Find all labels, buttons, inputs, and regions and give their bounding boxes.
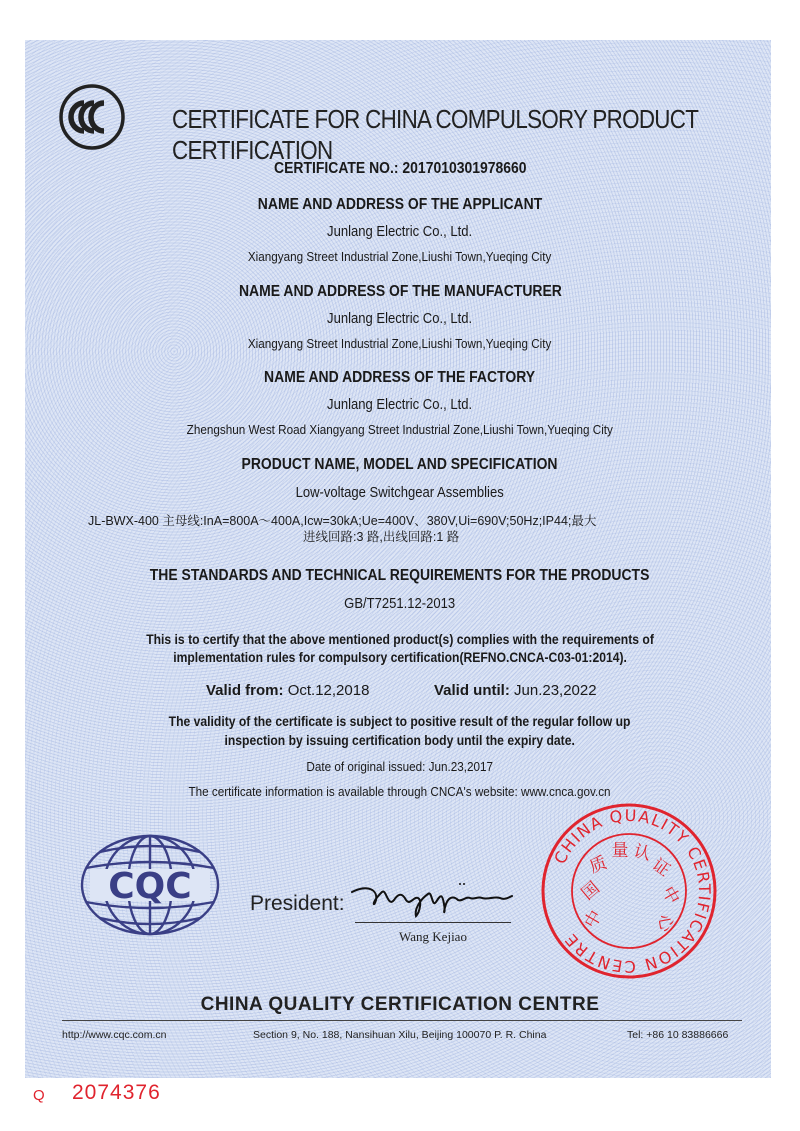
factory-address: Zhengshun West Road Xiangyang Street Industrial Zone,Liushi Town,Yueqing City bbox=[186, 422, 614, 437]
product-heading: PRODUCT NAME, MODEL AND SPECIFICATION bbox=[242, 456, 558, 473]
footer-website[interactable]: http://www.cqc.com.cn bbox=[62, 1029, 167, 1041]
seal-inner-text: 中国质量认证中心 bbox=[538, 800, 546, 801]
footer-tel: Tel: +86 10 83886666 bbox=[627, 1029, 729, 1041]
standards-heading: THE STANDARDS AND TECHNICAL REQUIREMENTS FOR THE PRODUCTS bbox=[150, 567, 650, 584]
svg-text:质: 质 bbox=[586, 852, 610, 878]
svg-text:CHINA QUALITY CERTIFICATION CE bbox=[550, 806, 714, 976]
product-name: Low-voltage Switchgear Assemblies bbox=[295, 485, 505, 501]
applicant-heading: NAME AND ADDRESS OF THE APPLICANT bbox=[257, 196, 543, 213]
validity-statement-line1: The validity of the certificate is subject to positive result of the regular follow up bbox=[169, 714, 631, 729]
website-note: The certificate information is available through CNCA's website: www.cnca.gov.cn bbox=[188, 784, 612, 799]
product-spec-line2: 进线回路:3 路,出线回路:1 路 bbox=[303, 530, 460, 544]
applicant-address: Xiangyang Street Industrial Zone,Liushi Town,Yueqing City bbox=[248, 249, 552, 264]
serial-number: 2074376 bbox=[72, 1081, 161, 1104]
cqc-seal-stamp bbox=[538, 800, 720, 982]
svg-text:中: 中 bbox=[580, 907, 607, 932]
footer-address: Section 9, No. 188, Nansihuan Xilu, Beijing 100070 P. R. China bbox=[253, 1029, 547, 1041]
seal-outer-text: CHINA QUALITY CERTIFICATION CENTRE bbox=[550, 805, 715, 977]
serial-prefix: Q bbox=[33, 1087, 45, 1104]
svg-text:认: 认 bbox=[631, 841, 654, 866]
president-name: Wang Kejiao bbox=[399, 929, 467, 944]
valid-from-label: Valid from: bbox=[206, 682, 284, 699]
manufacturer-heading: NAME AND ADDRESS OF THE MANUFACTURER bbox=[238, 283, 562, 300]
certificate-number bbox=[0, 160, 800, 178]
footer-organization: CHINA QUALITY CERTIFICATION CENTRE bbox=[200, 994, 600, 1015]
certificate-no-value: 2017010301978660 bbox=[402, 160, 527, 177]
valid-from bbox=[206, 682, 369, 699]
svg-text:证: 证 bbox=[648, 854, 674, 881]
valid-until-label: Valid until: bbox=[434, 682, 510, 699]
factory-heading: NAME AND ADDRESS OF THE FACTORY bbox=[264, 369, 536, 386]
cqc-logo-text: CQC bbox=[108, 866, 192, 907]
signature-text: Wangkejiao bbox=[348, 878, 354, 879]
president-label: President: bbox=[250, 892, 345, 915]
ccc-logo-icon bbox=[58, 83, 126, 151]
validity-statement-line2: inspection by issuing certification body until the expiry date. bbox=[224, 733, 576, 748]
footer-divider bbox=[62, 1020, 742, 1021]
president-signature bbox=[348, 878, 518, 918]
manufacturer-address: Xiangyang Street Industrial Zone,Liushi Town,Yueqing City bbox=[248, 336, 552, 351]
svg-text:国: 国 bbox=[577, 878, 604, 905]
manufacturer-name: Junlang Electric Co., Ltd. bbox=[327, 311, 473, 327]
certificate-no-label: CERTIFICATE NO.: bbox=[273, 160, 399, 177]
certify-statement-line1: This is to certify that the above mentioned product(s) complies with the requirements of bbox=[146, 632, 654, 647]
original-issue-date: Date of original issued: Jun.23,2017 bbox=[306, 759, 494, 774]
svg-text:中: 中 bbox=[657, 883, 684, 908]
valid-until bbox=[434, 682, 597, 699]
standards-value: GB/T7251.12-2013 bbox=[344, 596, 456, 612]
svg-text:心: 心 bbox=[653, 913, 677, 934]
certify-statement-line2: implementation rules for compulsory certification(REFNO.CNCA-C03-01:2014). bbox=[173, 650, 627, 665]
valid-until-value: Jun.23,2022 bbox=[514, 682, 597, 699]
cqc-logo-icon bbox=[78, 832, 222, 938]
valid-from-value: Oct.12,2018 bbox=[287, 682, 370, 699]
certificate-title: CERTIFICATE FOR CHINA COMPULSORY PRODUCT CERTIFICATION bbox=[172, 104, 698, 165]
applicant-name: Junlang Electric Co., Ltd. bbox=[327, 224, 473, 240]
signature-line bbox=[355, 922, 511, 923]
factory-name: Junlang Electric Co., Ltd. bbox=[327, 397, 473, 413]
product-spec-line1: JL-BWX-400 主母线:InA=800A～400A,Icw=30kA;Ue=400V、380V,Ui=690V;50Hz;IP44;最大 bbox=[88, 514, 597, 528]
svg-text:量: 量 bbox=[611, 841, 629, 861]
